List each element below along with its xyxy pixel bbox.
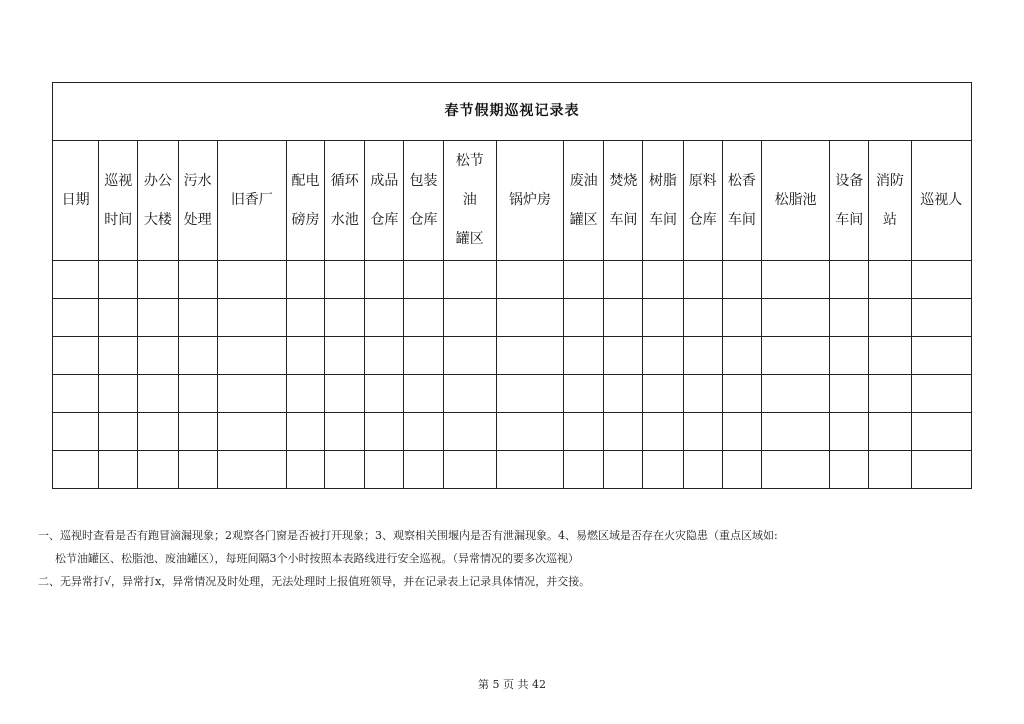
column-header: 消防 站 [869,141,911,261]
entry-cell[interactable] [643,413,683,451]
entry-cell[interactable] [53,375,99,413]
entry-cell[interactable] [761,261,829,299]
entry-cell[interactable] [722,299,761,337]
entry-cell[interactable] [325,375,365,413]
header-row [53,141,972,261]
column-header: 办公 大楼 [138,141,178,261]
entry-cell[interactable] [761,413,829,451]
entry-cell[interactable] [178,451,217,489]
column-header: 巡视人 [911,141,971,261]
entry-cell[interactable] [404,413,443,451]
entry-cell[interactable] [604,337,643,375]
entry-cell[interactable] [496,375,563,413]
entry-cell[interactable] [217,413,286,451]
entry-cell[interactable] [604,413,643,451]
entry-cell[interactable] [683,413,722,451]
instructions [38,524,998,593]
column-header: 原料 仓库 [683,141,722,261]
entry-cell[interactable] [99,337,138,375]
entry-cell[interactable] [830,299,869,337]
entry-cell[interactable] [443,375,496,413]
entry-cell[interactable] [138,337,178,375]
entry-cell[interactable] [683,337,722,375]
entry-cell[interactable] [911,413,971,451]
entry-cell[interactable] [911,375,971,413]
entry-cell[interactable] [496,261,563,299]
entry-cell[interactable] [496,299,563,337]
column-header: 设备 车间 [830,141,869,261]
entry-cell[interactable] [722,337,761,375]
entry-cell[interactable] [564,375,604,413]
entry-cell[interactable] [178,375,217,413]
entry-cell[interactable] [496,451,563,489]
entry-cell[interactable] [404,451,443,489]
entry-cell[interactable] [365,413,404,451]
entry-cell[interactable] [53,337,99,375]
entry-cell[interactable] [365,451,404,489]
column-header: 松节 油 罐区 [443,141,496,261]
entry-cell[interactable] [325,261,365,299]
entry-cell[interactable] [217,299,286,337]
column-header: 树脂 车间 [643,141,683,261]
entry-cell[interactable] [643,375,683,413]
entry-cell[interactable] [443,413,496,451]
entry-cell[interactable] [286,337,324,375]
entry-cell[interactable] [722,451,761,489]
entry-cell[interactable] [830,261,869,299]
instruction-line-3: 二、无异常打√，异常打x，异常情况及时处理，无法处理时上报值班领导，并在记录表上记录具体情况，并交接。 [38,575,591,588]
table-row [53,375,972,413]
entry-cell[interactable] [604,261,643,299]
entry-cell[interactable] [830,337,869,375]
table-row [53,337,972,375]
entry-cell[interactable] [911,261,971,299]
entry-cell[interactable] [325,451,365,489]
table-row [53,413,972,451]
entry-cell[interactable] [911,451,971,489]
column-header: 松脂池 [761,141,829,261]
entry-cell[interactable] [643,337,683,375]
entry-cell[interactable] [138,451,178,489]
entry-cell[interactable] [443,337,496,375]
entry-cell[interactable] [178,299,217,337]
patrol-record-sheet [52,82,972,489]
entry-cell[interactable] [643,451,683,489]
entry-cell[interactable] [564,451,604,489]
table-title: 春节假期巡视记录表 [53,83,972,141]
entry-cell[interactable] [911,299,971,337]
entry-cell[interactable] [830,375,869,413]
column-header: 巡视 时间 [99,141,138,261]
entry-cell[interactable] [404,375,443,413]
table-row [53,451,972,489]
entry-cell[interactable] [830,413,869,451]
column-header: 配电 磅房 [286,141,324,261]
column-header: 日期 [53,141,99,261]
column-header: 锅炉房 [496,141,563,261]
entry-cell[interactable] [404,337,443,375]
entry-cell[interactable] [217,375,286,413]
entry-cell[interactable] [286,261,324,299]
entry-cell[interactable] [138,375,178,413]
entry-cell[interactable] [911,337,971,375]
entry-cell[interactable] [365,299,404,337]
entry-cell[interactable] [325,337,365,375]
patrol-record-table [52,82,972,489]
entry-cell[interactable] [830,451,869,489]
entry-cell[interactable] [869,375,911,413]
entry-cell[interactable] [217,261,286,299]
entry-cell[interactable] [286,451,324,489]
column-header: 松香 车间 [722,141,761,261]
table-row [53,261,972,299]
entry-cell[interactable] [869,337,911,375]
entry-cell[interactable] [365,261,404,299]
entry-cell[interactable] [404,299,443,337]
entry-cell[interactable] [683,375,722,413]
entry-cell[interactable] [286,413,324,451]
entry-cell[interactable] [286,299,324,337]
entry-cell[interactable] [869,413,911,451]
entry-cell[interactable] [761,337,829,375]
entry-cell[interactable] [138,299,178,337]
entry-cell[interactable] [53,451,99,489]
instruction-line-2: 松节油罐区、松脂池、废油罐区），每班间隔3个小时按照本表路线进行安全巡视。（异常情况的要多次巡视） [55,552,579,565]
entry-cell[interactable] [722,375,761,413]
entry-cell[interactable] [761,299,829,337]
entry-cell[interactable] [722,413,761,451]
entry-cell[interactable] [178,261,217,299]
record-rows [53,261,972,489]
entry-cell[interactable] [604,375,643,413]
column-header: 循环 水池 [325,141,365,261]
entry-cell[interactable] [761,375,829,413]
entry-cell[interactable] [404,261,443,299]
entry-cell[interactable] [761,451,829,489]
entry-cell[interactable] [217,337,286,375]
entry-cell[interactable] [138,413,178,451]
page-number: 第 5 页 共 42 [478,678,546,691]
entry-cell[interactable] [869,261,911,299]
entry-cell[interactable] [99,451,138,489]
entry-cell[interactable] [99,413,138,451]
column-header: 焚烧 车间 [604,141,643,261]
entry-cell[interactable] [53,413,99,451]
entry-cell[interactable] [683,261,722,299]
entry-cell[interactable] [443,299,496,337]
entry-cell[interactable] [325,413,365,451]
entry-cell[interactable] [496,413,563,451]
entry-cell[interactable] [53,261,99,299]
entry-cell[interactable] [99,299,138,337]
entry-cell[interactable] [496,337,563,375]
entry-cell[interactable] [365,337,404,375]
column-header: 包装 仓库 [404,141,443,261]
entry-cell[interactable] [564,337,604,375]
entry-cell[interactable] [365,375,404,413]
entry-cell[interactable] [443,261,496,299]
column-header: 废油 罐区 [564,141,604,261]
entry-cell[interactable] [564,261,604,299]
column-header: 成品 仓库 [365,141,404,261]
entry-cell[interactable] [643,299,683,337]
entry-cell[interactable] [443,451,496,489]
entry-cell[interactable] [564,299,604,337]
instruction-line-1: 一、巡视时查看是否有跑冒滴漏现象；2观察各门窗是否被打开现象；3、观察相关围堰内是否有泄漏现象。4、易燃区域是否存在火灾隐患（重点区域如: [38,529,778,542]
entry-cell[interactable] [53,299,99,337]
entry-cell[interactable] [138,261,178,299]
entry-cell[interactable] [178,413,217,451]
entry-cell[interactable] [643,261,683,299]
entry-cell[interactable] [604,451,643,489]
entry-cell[interactable] [722,261,761,299]
entry-cell[interactable] [869,299,911,337]
entry-cell[interactable] [286,375,324,413]
entry-cell[interactable] [683,451,722,489]
entry-cell[interactable] [869,451,911,489]
entry-cell[interactable] [178,337,217,375]
table-row [53,299,972,337]
entry-cell[interactable] [683,299,722,337]
entry-cell[interactable] [325,299,365,337]
entry-cell[interactable] [604,299,643,337]
column-header: 污水 处理 [178,141,217,261]
entry-cell[interactable] [99,261,138,299]
entry-cell[interactable] [99,375,138,413]
column-header: 旧香厂 [217,141,286,261]
entry-cell[interactable] [217,451,286,489]
entry-cell[interactable] [564,413,604,451]
